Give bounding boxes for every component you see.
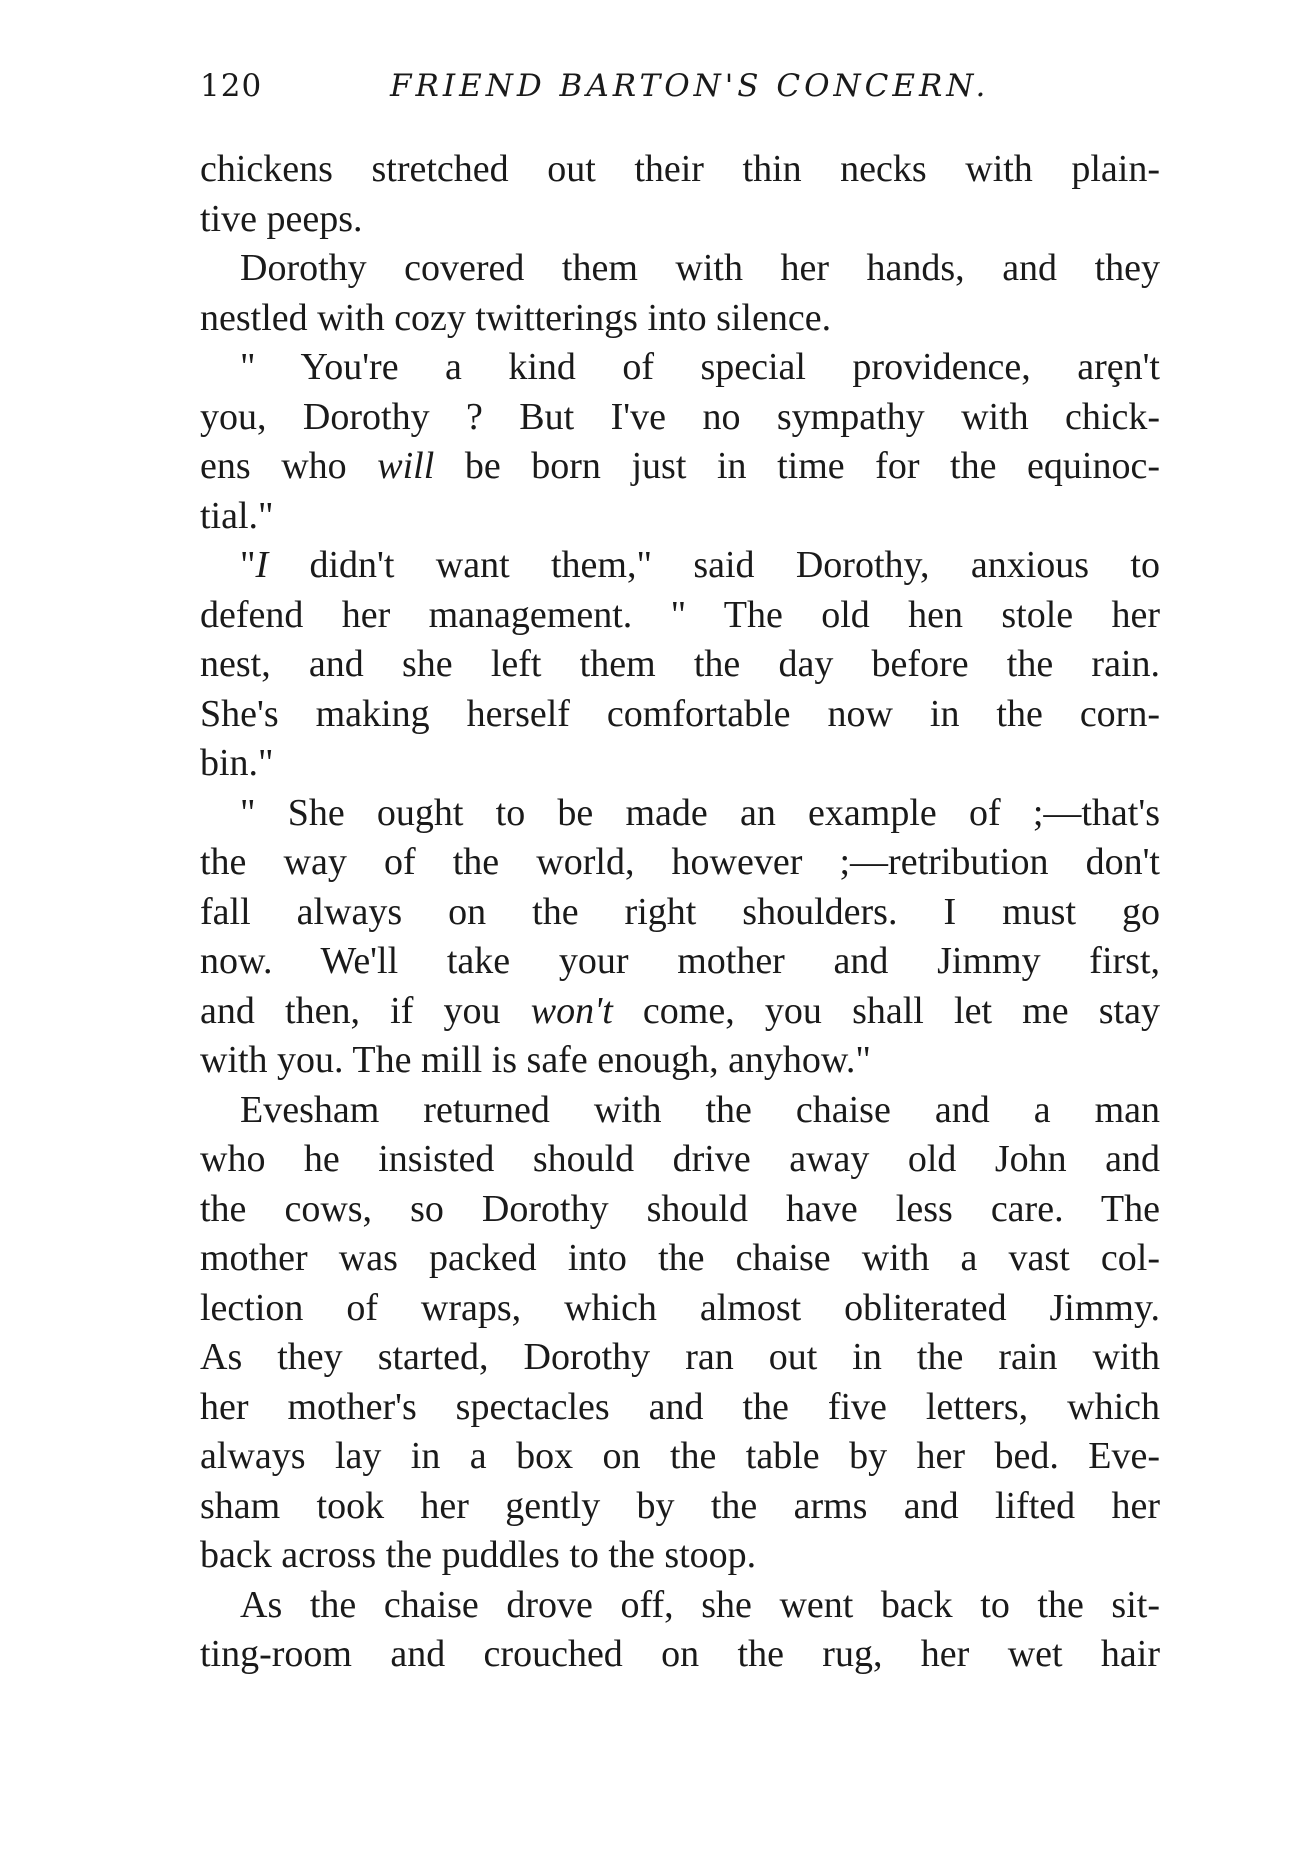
text-line: the way of the world, however ;—retribution don't <box>200 841 1160 883</box>
paragraph-1 <box>200 145 1160 244</box>
text-line: back across the puddles to the stoop. <box>200 1534 757 1576</box>
text-line: mother was packed into the chaise with a vast col- <box>200 1237 1160 1279</box>
text-line: " She ought to be made an example of ;—that's <box>240 791 1160 834</box>
text-line: defend her management. " The old hen stole her <box>200 593 1160 636</box>
text-line: " You're a kind of special providence, arȩn't <box>240 346 1160 388</box>
text-segment: didn't want them," said Dorothy, anxious to <box>268 544 1160 586</box>
text-line <box>200 442 1160 492</box>
italic-emphasis: I <box>255 544 269 586</box>
text-line: bin." <box>200 742 274 784</box>
text-line: you, Dorothy ? But I've no sympathy with chick- <box>200 395 1160 438</box>
text-line: chickens stretched out their thin necks with plain- <box>200 148 1160 190</box>
paragraph-2 <box>200 244 1160 343</box>
text-line: Evesham returned with the chaise and a man <box>240 1088 1160 1131</box>
text-line: now. We'll take your mother and Jimmy first, <box>200 940 1160 982</box>
text-line: lection of wraps, which almost obliterated Jimmy. <box>200 1286 1160 1329</box>
body-text <box>200 145 1160 1680</box>
paragraph-6 <box>200 1086 1160 1581</box>
text-line: who he insisted should drive away old John and <box>200 1138 1160 1180</box>
text-segment: be born just in time for the equinoc- <box>434 445 1160 487</box>
text-line: tial." <box>200 494 274 537</box>
paragraph-7 <box>200 1581 1160 1680</box>
text-line <box>200 541 1160 591</box>
italic-emphasis: will <box>377 445 435 487</box>
text-line: sham took her gently by the arms and lifted her <box>200 1484 1160 1527</box>
paragraph-3 <box>200 343 1160 541</box>
text-segment: " <box>240 544 256 586</box>
text-line: As the chaise drove off, she went back to the sit- <box>240 1583 1160 1626</box>
page-header <box>200 58 1160 118</box>
paragraph-5 <box>200 789 1160 1086</box>
text-line: fall always on the right shoulders. I must go <box>200 890 1160 933</box>
running-title: FRIEND BARTON'S CONCERN. <box>390 68 990 104</box>
italic-emphasis: won't <box>530 989 613 1032</box>
text-segment: and then, if you <box>200 989 531 1032</box>
text-line: She's making herself comfortable now in the corn- <box>200 692 1160 735</box>
text-line: always lay in a box on the table by her bed. Eve- <box>200 1435 1160 1477</box>
text-line: with you. The mill is safe enough, anyhow." <box>200 1039 871 1081</box>
text-line: Dorothy covered them with her hands, and they <box>240 247 1160 289</box>
text-line: nest, and she left them the day before the rain. <box>200 643 1160 685</box>
text-line: As they started, Dorothy ran out in the rain with <box>200 1336 1160 1378</box>
text-segment: come, you shall let me stay <box>612 989 1160 1032</box>
text-segment: ens who <box>200 445 378 487</box>
text-line: nestled with cozy twitterings into silence. <box>200 296 832 339</box>
text-line: ting-room and crouched on the rug, her wet hair <box>200 1633 1160 1675</box>
paragraph-4 <box>200 541 1160 789</box>
text-line <box>200 987 1160 1037</box>
page-number: 120 <box>200 68 263 104</box>
text-line: tive peeps. <box>200 197 363 240</box>
text-line: her mother's spectacles and the five letters, which <box>200 1385 1160 1428</box>
text-line: the cows, so Dorothy should have less care. The <box>200 1187 1160 1230</box>
